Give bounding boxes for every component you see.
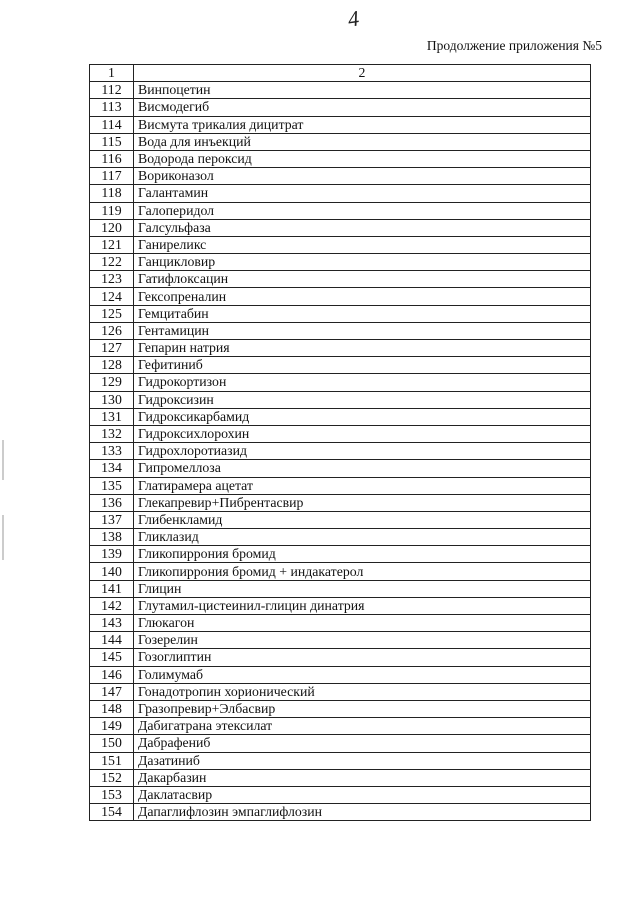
drug-list-table [89, 64, 591, 821]
scan-margin-mark [2, 515, 4, 560]
row-number-cell: 146 [90, 666, 134, 683]
continuation-heading: Продолжение приложения №5 [426, 38, 602, 53]
row-number-cell: 151 [90, 752, 134, 769]
drug-name-cell: Галантамин [134, 185, 591, 202]
row-number-cell: 133 [90, 443, 134, 460]
table-row [90, 683, 591, 700]
table-row [90, 718, 591, 735]
drug-name-cell: Дабрафениб [134, 735, 591, 752]
row-number-cell: 142 [90, 597, 134, 614]
row-number-cell: 147 [90, 683, 134, 700]
table-row [90, 185, 591, 202]
row-number-cell: 128 [90, 357, 134, 374]
row-number-cell: 143 [90, 615, 134, 632]
drug-name-cell: Висмодегиб [134, 99, 591, 116]
table-row [90, 322, 591, 339]
table-row [90, 168, 591, 185]
drug-name-cell: Гепарин натрия [134, 340, 591, 357]
table-row [90, 597, 591, 614]
row-number-cell: 144 [90, 632, 134, 649]
table-header-row [90, 65, 591, 82]
table-row [90, 563, 591, 580]
drug-name-cell: Голимумаб [134, 666, 591, 683]
row-number-cell: 134 [90, 460, 134, 477]
drug-name-cell: Ганиреликс [134, 236, 591, 253]
row-number-cell: 116 [90, 150, 134, 167]
row-number-cell: 125 [90, 305, 134, 322]
table-row [90, 735, 591, 752]
row-number-cell: 140 [90, 563, 134, 580]
row-number-cell: 126 [90, 322, 134, 339]
row-number-cell: 124 [90, 288, 134, 305]
drug-name-cell: Гентамицин [134, 322, 591, 339]
table-row [90, 666, 591, 683]
table-row [90, 133, 591, 150]
table-row [90, 288, 591, 305]
drug-name-cell: Гидрокортизон [134, 374, 591, 391]
drug-name-cell: Глицин [134, 580, 591, 597]
table-row [90, 700, 591, 717]
table-row [90, 615, 591, 632]
row-number-cell: 137 [90, 511, 134, 528]
drug-name-cell: Глекапревир+Пибрентасвир [134, 494, 591, 511]
table-row [90, 305, 591, 322]
table-row [90, 511, 591, 528]
drug-name-cell: Гликлазид [134, 529, 591, 546]
row-number-cell: 117 [90, 168, 134, 185]
table-row [90, 340, 591, 357]
row-number-cell: 135 [90, 477, 134, 494]
row-number-cell: 113 [90, 99, 134, 116]
table-row [90, 546, 591, 563]
drug-name-cell: Глатирамера ацетат [134, 477, 591, 494]
table-row [90, 529, 591, 546]
row-number-cell: 138 [90, 529, 134, 546]
row-number-cell: 114 [90, 116, 134, 133]
drug-name-cell: Гликопиррония бромид + индакатерол [134, 563, 591, 580]
drug-name-cell: Гексопреналин [134, 288, 591, 305]
table-row [90, 752, 591, 769]
scan-margin-mark [2, 440, 4, 480]
drug-name-cell: Гидрохлоротиазид [134, 443, 591, 460]
row-number-cell: 130 [90, 391, 134, 408]
row-number-cell: 115 [90, 133, 134, 150]
header-cell-number: 1 [90, 65, 134, 82]
table-row [90, 408, 591, 425]
drug-name-cell: Гидроксихлорохин [134, 425, 591, 442]
drug-name-cell: Глибенкламид [134, 511, 591, 528]
table-row [90, 116, 591, 133]
drug-name-cell: Гидроксикарбамид [134, 408, 591, 425]
table-row [90, 769, 591, 786]
drug-name-cell: Гипромеллоза [134, 460, 591, 477]
table-row [90, 580, 591, 597]
handwritten-page-number: 4 [346, 5, 361, 32]
drug-name-cell: Винпоцетин [134, 82, 591, 99]
table-row [90, 150, 591, 167]
table-row [90, 425, 591, 442]
row-number-cell: 152 [90, 769, 134, 786]
drug-name-cell: Дабигатрана этексилат [134, 718, 591, 735]
row-number-cell: 148 [90, 700, 134, 717]
row-number-cell: 121 [90, 236, 134, 253]
table-row [90, 254, 591, 271]
row-number-cell: 136 [90, 494, 134, 511]
row-number-cell: 119 [90, 202, 134, 219]
table-row [90, 271, 591, 288]
drug-name-cell: Вода для инъекций [134, 133, 591, 150]
drug-name-cell: Висмута трикалия дицитрат [134, 116, 591, 133]
row-number-cell: 120 [90, 219, 134, 236]
header-cell-name: 2 [134, 65, 591, 82]
row-number-cell: 139 [90, 546, 134, 563]
drug-name-cell: Галоперидол [134, 202, 591, 219]
row-number-cell: 122 [90, 254, 134, 271]
row-number-cell: 145 [90, 649, 134, 666]
table-row [90, 236, 591, 253]
drug-name-cell: Дазатиниб [134, 752, 591, 769]
drug-name-cell: Гатифлоксацин [134, 271, 591, 288]
table-row [90, 443, 591, 460]
drug-name-cell: Гефитиниб [134, 357, 591, 374]
table-row [90, 391, 591, 408]
drug-name-cell: Глюкагон [134, 615, 591, 632]
row-number-cell: 132 [90, 425, 134, 442]
row-number-cell: 112 [90, 82, 134, 99]
drug-name-cell: Глутамил-цистеинил-глицин динатрия [134, 597, 591, 614]
drug-name-cell: Гидроксизин [134, 391, 591, 408]
row-number-cell: 141 [90, 580, 134, 597]
table-row [90, 494, 591, 511]
drug-name-cell: Дакарбазин [134, 769, 591, 786]
row-number-cell: 154 [90, 804, 134, 821]
drug-name-cell: Водорода пероксид [134, 150, 591, 167]
table-row [90, 374, 591, 391]
table-row [90, 219, 591, 236]
table-row [90, 649, 591, 666]
drug-name-cell: Гонадотропин хорионический [134, 683, 591, 700]
table-row [90, 202, 591, 219]
table-row [90, 786, 591, 803]
drug-name-cell: Ганцикловир [134, 254, 591, 271]
drug-name-cell: Гликопиррония бромид [134, 546, 591, 563]
table-row [90, 632, 591, 649]
row-number-cell: 123 [90, 271, 134, 288]
table-row [90, 357, 591, 374]
table-row [90, 477, 591, 494]
row-number-cell: 150 [90, 735, 134, 752]
row-number-cell: 131 [90, 408, 134, 425]
row-number-cell: 118 [90, 185, 134, 202]
row-number-cell: 127 [90, 340, 134, 357]
drug-name-cell: Гразопревир+Элбасвир [134, 700, 591, 717]
table-row [90, 804, 591, 821]
drug-name-cell: Вориконазол [134, 168, 591, 185]
row-number-cell: 149 [90, 718, 134, 735]
table-row [90, 82, 591, 99]
drug-name-cell: Даклатасвир [134, 786, 591, 803]
drug-name-cell: Гозоглиптин [134, 649, 591, 666]
row-number-cell: 153 [90, 786, 134, 803]
row-number-cell: 129 [90, 374, 134, 391]
table-row [90, 99, 591, 116]
drug-name-cell: Гемцитабин [134, 305, 591, 322]
drug-name-cell: Дапаглифлозин эмпаглифлозин [134, 804, 591, 821]
drug-name-cell: Галсульфаза [134, 219, 591, 236]
table-row [90, 460, 591, 477]
drug-name-cell: Гозерелин [134, 632, 591, 649]
